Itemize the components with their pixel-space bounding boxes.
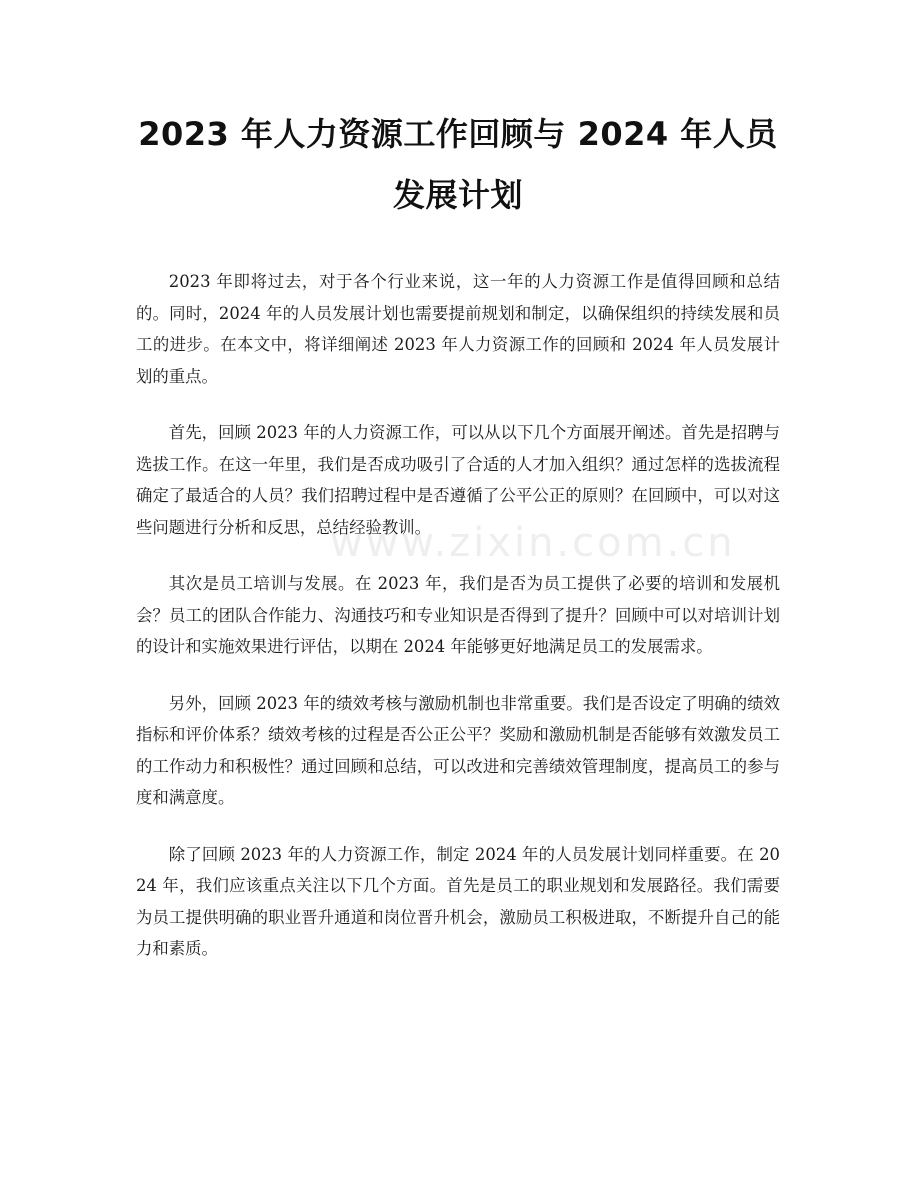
watermark: www.zixin.com.cn xyxy=(330,520,736,566)
paragraph-2: 首先，回顾 2023 年的人力资源工作，可以从以下几个方面展开阐述。首先是招聘与选拔工作。在这一年里，我们是否成功吸引了合适的人才加入组织？通过怎样的选拔流程确定了最适合的人员？我们招聘过程中是否遵循了公平公正的原则？在回顾中，可以对这些问题进行分析和反思，总结经验教训。 xyxy=(136,423,780,537)
document-body xyxy=(136,266,780,965)
paragraph-4: 另外，回顾 2023 年的绩效考核与激励机制也非常重要。我们是否设定了明确的绩效指标和评价体系？绩效考核的过程是否公正公平？奖励和激励机制是否能够有效激发员工的工作动力和积极性？通过回顾和总结，可以改进和完善绩效管理制度，提高员工的参与度和满意度。 xyxy=(136,693,780,807)
paragraph-1: 2023 年即将过去，对于各个行业来说，这一年的人力资源工作是值得回顾和总结的。同时，2024 年的人员发展计划也需要提前规划和制定，以确保组织的持续发展和员工的进步。在本文中，将详细阐述 2023 年人力资源工作的回顾和 2024 年人员发展计划的重点。 xyxy=(136,272,780,386)
document-title: 2023 年人力资源工作回顾与 2024 年人员发展计划 xyxy=(138,115,778,214)
paragraph-5: 除了回顾 2023 年的人力资源工作，制定 2024 年的人员发展计划同样重要。在 2024 年，我们应该重点关注以下几个方面。首先是员工的职业规划和发展路径。我们需要为员工提供明确的职业晋升通道和岗位晋升机会，激励员工积极进取，不断提升自己的能力和素质。 xyxy=(136,844,780,958)
paragraph-3: 其次是员工培训与发展。在 2023 年，我们是否为员工提供了必要的培训和发展机会？员工的团队合作能力、沟通技巧和专业知识是否得到了提升？回顾中可以对培训计划的设计和实施效果进行评估，以期在 2024 年能够更好地满足员工的发展需求。 xyxy=(136,574,780,656)
